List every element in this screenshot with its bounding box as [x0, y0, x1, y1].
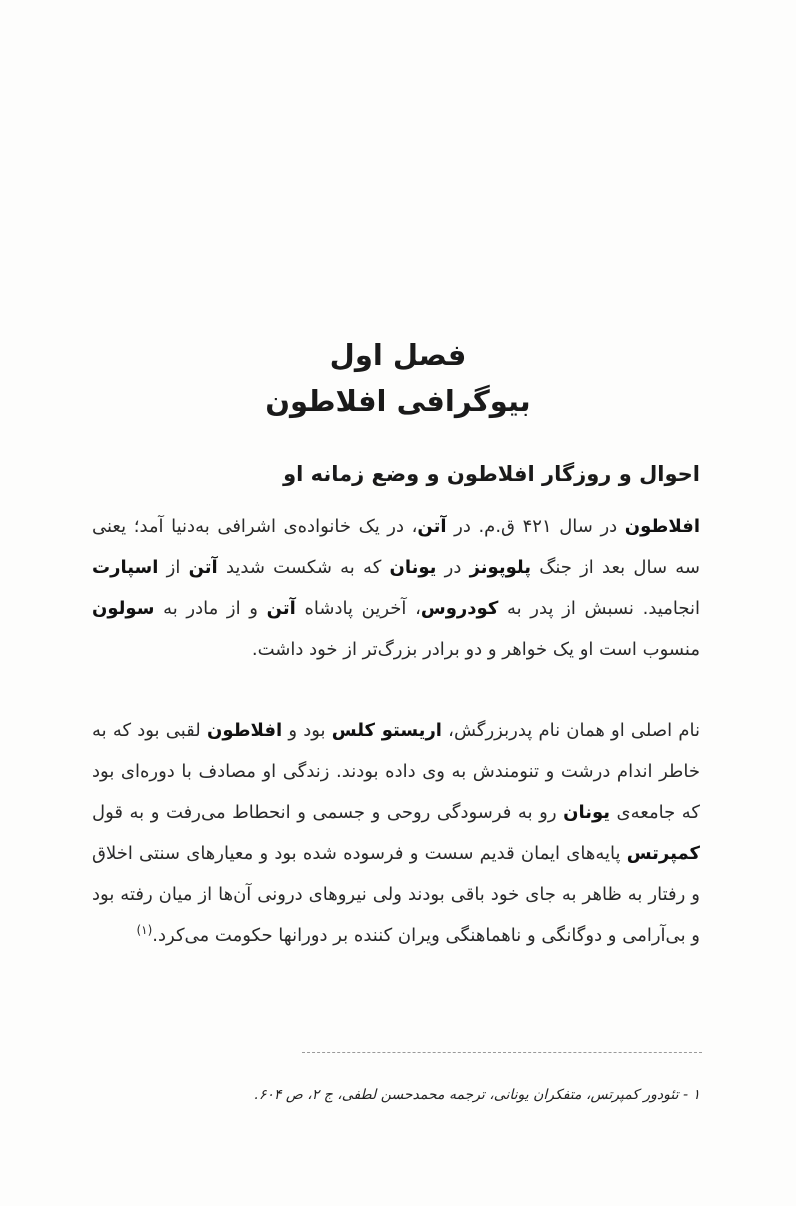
footnote-reference: (۱) [136, 923, 153, 937]
text-run: منسوب است او یک خواهر و دو برادر بزرگ‌تر از خود داشت. [251, 639, 700, 660]
text-run: در سال ۴۲۱ ق.م. در [446, 516, 625, 537]
text-run: بود و [282, 720, 332, 741]
footnote: ۱ - تئودور کمپرتس، متفکران یونانی، ترجمه محمدحسن لطفی، ج ۲، ص ۶۰۴. [254, 1087, 700, 1103]
place-greece: یونان [563, 802, 611, 823]
text-run: ، در یک خانواده‌ی اشرافی به‌دنیا آمد؛ یعنی سه سال بعد از جنگ [92, 516, 701, 578]
chapter-title [120, 332, 676, 424]
name-gomperz: کمپرتس [626, 843, 700, 864]
text-run: و از مادر به [154, 598, 267, 619]
text-run: از [158, 557, 189, 578]
name-plato: افلاطون [206, 720, 283, 741]
text-run: در [436, 557, 470, 578]
name-solon: سولون [92, 598, 155, 619]
section-heading: احوال و روزگار افلاطون و وضع زمانه او [283, 462, 700, 486]
text-run: ، آخرین پادشاه [295, 598, 421, 619]
paragraph-2 [92, 710, 700, 956]
place-athens: آتن [417, 516, 447, 537]
place-greece: یونان [389, 557, 437, 578]
place-athens: آتن [266, 598, 296, 619]
text-run: نام اصلی او همان نام پدربزرگش، [441, 720, 700, 741]
text-run: که به شکست شدید [217, 557, 390, 578]
footnote-divider [302, 1052, 702, 1053]
place-peloponnese: پلوپونز [469, 557, 531, 578]
text-run: لقبی بود که به خاطر اندام درشت و تنومندش به وی داده بودند. زندگی او مصادف با دوره‌ای بود که جامعه‌ی [92, 720, 701, 823]
chapter-name: بیوگرافی افلاطون [265, 384, 531, 418]
place-athens: آتن [188, 557, 218, 578]
text-run: انجامید. نسبش از پدر به [498, 598, 700, 619]
paragraph-1 [92, 506, 700, 670]
text-run: رو به فرسودگی روحی و جسمی و انحطاط می‌رفت و به قول [92, 802, 564, 823]
name-codrus: کودروس [420, 598, 499, 619]
name-plato: افلاطون [624, 516, 700, 537]
text-run: پایه‌های ایمان قدیم سست و فرسوده شده بود و معیارهای سنتی اخلاق و رفتار به ظاهر به جای خود باقی بودند ولی نیروهای درونی آن‌ها از میان رفته بود و بی‌آرامی و دوگانگی و ناهماهنگی ویران کننده بر دورانها حکومت می‌کرد. [92, 843, 700, 946]
chapter-number: فصل اول [329, 338, 467, 372]
name-aristocles: اریستو کلس [331, 720, 442, 741]
place-sparta: اسپارت [92, 557, 159, 578]
